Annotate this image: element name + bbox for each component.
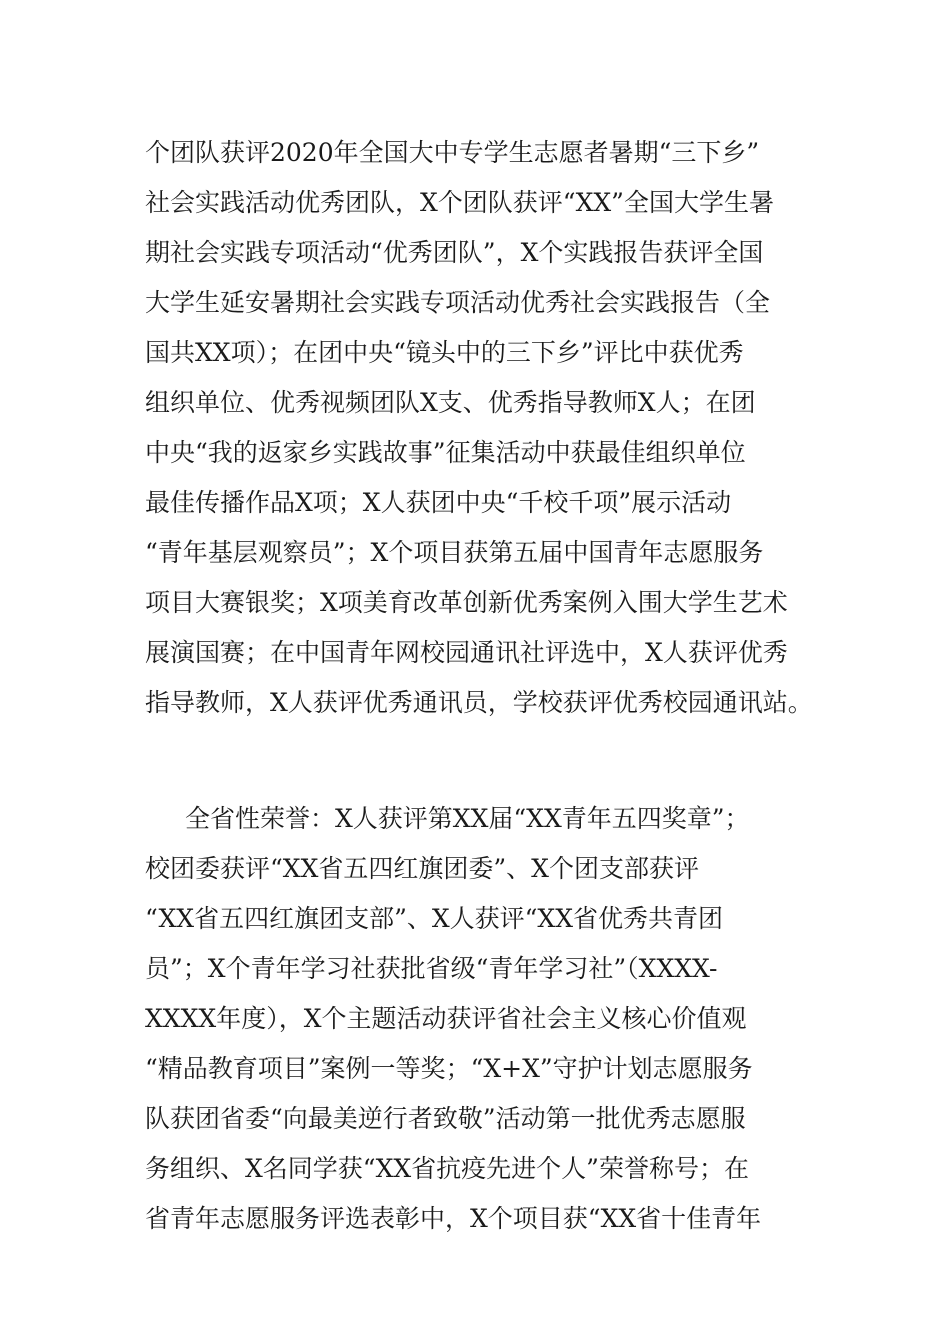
document-body	[145, 128, 825, 1244]
paragraph-2	[145, 794, 825, 1244]
text-line: 员”；X个青年学习社获批省级“青年学习社”（XXXX-	[145, 954, 718, 983]
text-line: 校团委获评“XX省五四红旗团委”、X个团支部获评	[145, 854, 699, 883]
text-line: 最佳传播作品X项；X人获团中央“千校千项”展示活动	[145, 488, 732, 517]
text-line: 社会实践活动优秀团队，X个团队获评“XX”全国大学生暑	[145, 188, 774, 217]
paragraph-spacer	[145, 728, 825, 794]
text-line: “XX省五四红旗团支部”、X人获评“XX省优秀共青团	[145, 904, 724, 933]
text-line: 队获团省委“向最美逆行者致敬”活动第一批优秀志愿服	[145, 1104, 746, 1133]
text-line: 中央“我的返家乡实践故事”征集活动中获最佳组织单位	[145, 438, 746, 467]
text-line: 个团队获评2020年全国大中专学生志愿者暑期“三下乡”	[145, 138, 760, 167]
text-line: 指导教师，X人获评优秀通讯员，学校获评优秀校园通讯站。	[145, 688, 813, 717]
text-line: 组织单位、优秀视频团队X支、优秀指导教师X人；在团	[145, 388, 756, 417]
text-line: 大学生延安暑期社会实践专项活动优秀社会实践报告（全	[145, 288, 771, 317]
text-line: “青年基层观察员”；X个项目获第五届中国青年志愿服务	[145, 538, 764, 567]
text-line: “精品教育项目”案例一等奖；“X+X”守护计划志愿服务	[145, 1054, 753, 1083]
text-line: 展演国赛；在中国青年网校园通讯社评选中，X人获评优秀	[145, 638, 788, 667]
text-line: 务组织、X名同学获“XX省抗疫先进个人”荣誉称号；在	[145, 1154, 749, 1183]
text-line: XXXX年度），X个主题活动获评省社会主义核心价值观	[145, 1004, 747, 1033]
text-line-first: 全省性荣誉：X人获评第XX届“XX青年五四奖章”；	[185, 804, 750, 833]
text-line: 国共XX项）；在团中央“镜头中的三下乡”评比中获优秀	[145, 338, 744, 367]
paragraph-1	[145, 128, 825, 728]
text-line: 项目大赛银奖；X项美育改革创新优秀案例入围大学生艺术	[145, 588, 788, 617]
text-line: 期社会实践专项活动“优秀团队”，X个实践报告获评全国	[145, 238, 764, 267]
text-line: 省青年志愿服务评选表彰中，X个项目获“XX省十佳青年	[145, 1204, 762, 1233]
